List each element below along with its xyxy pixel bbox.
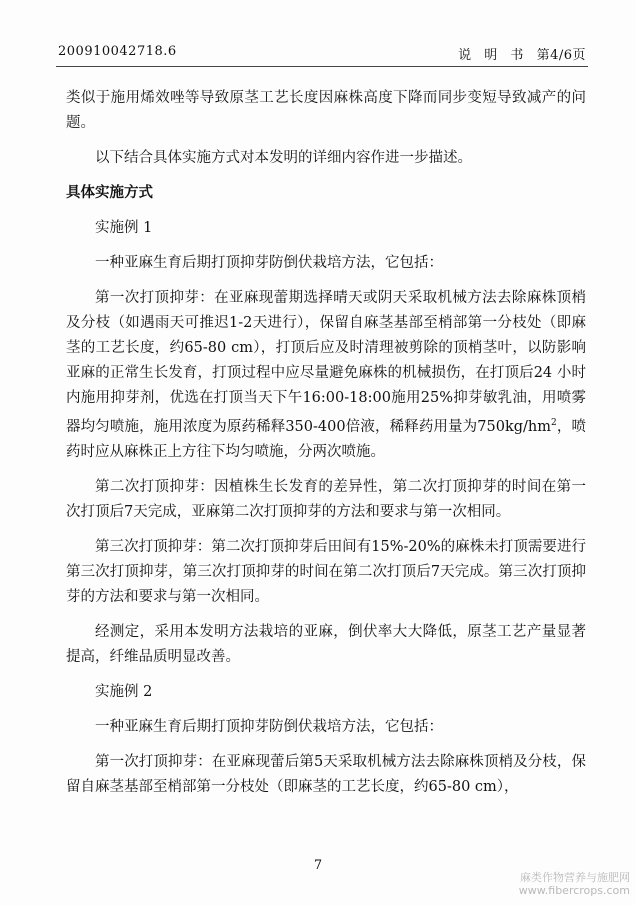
header-right [458,44,586,63]
paragraph: 以下结合具体实施方式对本发明的详细内容作进一步描述。 [95,150,472,166]
paragraph: 类似于施用烯效唑等导致原茎工艺长度因麻株高度下降而同步变短导致减产的问题。 [66,90,586,131]
step1-text-a: 第一次打顶抑芽：在亚麻现蕾期选择晴天或阴天采取机械方法去除麻株顶梢及分枝（如遇雨天可推迟1-2天进行），保留自麻茎基部至梢部第一分枝处（即麻茎的工艺长度，约65-80 cm），打顶后应及时清理被剪除的顶梢茎叶，以防影响亚麻的正常生长发育，打顶过程中应尽量避免麻株的机械损伤，在打顶后24 小时内施用抑芽剂，优选在打顶当天下午16:00-18:00施用25%抑芽敏乳油，用喷雾器均匀喷施，施用浓度为原药稀释350-400倍液，稀释药用量为750kg/hm [66,290,586,435]
superscript: 2 [551,418,557,428]
paragraph: 第一次打顶抑芽：在亚麻现蕾后第5天采取机械方法去除麻株顶梢及分枝，保留自麻茎基部至梢部第一分枝处（即麻茎的工艺长度，约65-80 cm）， [66,753,586,795]
document-body [66,86,586,810]
paragraph [66,286,586,465]
watermark [519,871,630,897]
paragraph: 第三次打顶抑芽：第二次打顶抑芽后田间有15%-20%的麻株未打顶需要进行第三次打顶抑芽，第三次打顶抑芽的时间在第二次打顶后7天完成。第三次打顶抑芽的方法和要求与第一次相同。 [66,538,586,605]
watermark-url: www.fibercrops.com [518,884,630,897]
paragraph: 第二次打顶抑芽：因植株生长发育的差异性，第二次打顶抑芽的时间在第一次打顶后7天完成，亚麻第二次打顶抑芽的方法和要求与第一次相同。 [66,478,586,520]
paragraph: 经测定，采用本发明方法栽培的亚麻，倒伏率大大降低，原茎工艺产量显著提高，纤维品质明显改善。 [66,623,586,665]
page-of: 第4/6页 [536,48,586,63]
watermark-cn: 麻类作物营养与施肥网 [520,871,630,884]
section-heading: 具体实施方式 [66,185,153,201]
example-title: 实施例 1 [95,220,153,236]
doc-number: 200910042718.6 [58,44,177,59]
step1-text-b: ，喷药时应从麻株正上方往下均匀喷施，分两次喷施。 [66,418,587,460]
paragraph: 一种亚麻生育后期打顶抑芽防倒伏栽培方法，它包括： [95,718,443,735]
section-title: 说 明 书 [458,48,524,63]
example-title: 实施例 2 [95,683,153,700]
page-number: 7 [313,858,323,873]
header-rule [56,66,588,67]
paragraph: 一种亚麻生育后期打顶抑芽防倒伏栽培方法，它包括： [95,255,443,271]
